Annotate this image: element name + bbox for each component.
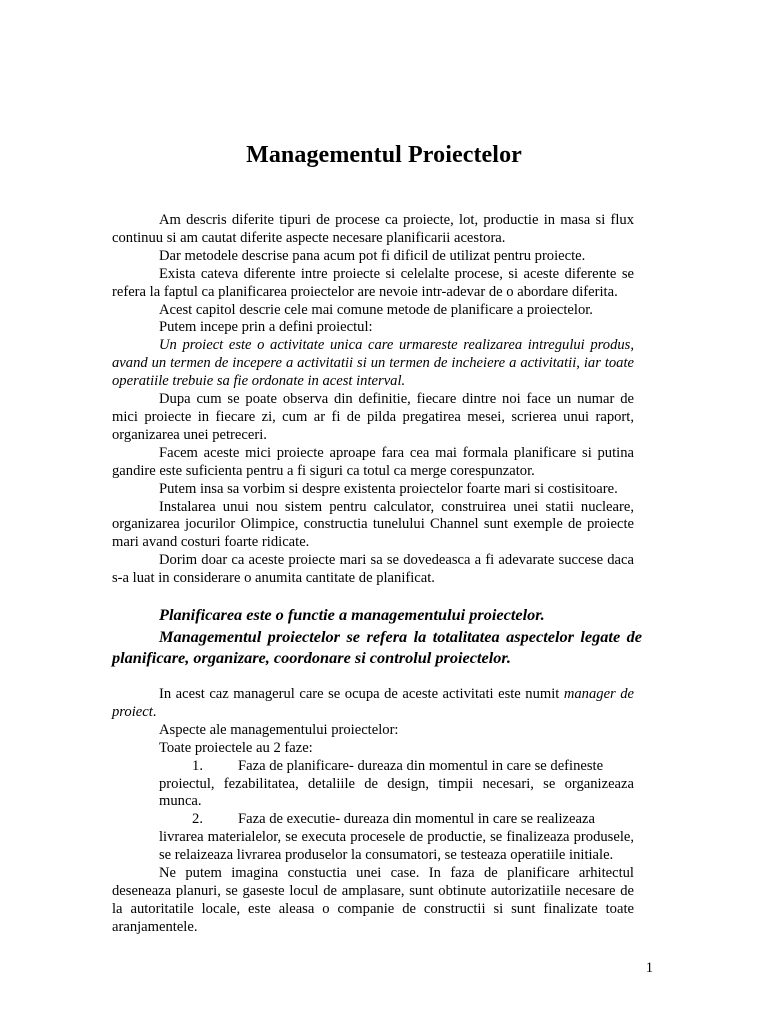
- highlight-line: Managementul proiectelor se refera la totalitatea aspectelor legate de planificare, organizare, coordonare si controlul proiectelor.: [112, 626, 642, 667]
- paragraph-text: In acest caz managerul care se ocupa de aceste activitati este numit: [159, 686, 564, 702]
- highlight-block: [112, 604, 642, 669]
- list-number: 1.: [192, 757, 203, 774]
- paragraph: Facem aceste mici proiecte aproape fara cea mai formala planificare si putina gandire este suficienta pentru a fi siguri ca totul ca merge corespunzator.: [112, 444, 634, 479]
- highlight-line: Planificarea este o functie a managementului proiectelor.: [159, 605, 545, 624]
- page-number: 1: [645, 960, 653, 976]
- paragraph: Aspecte ale managementului proiectelor:: [159, 721, 399, 738]
- paragraph: [112, 686, 634, 722]
- paragraph: Toate proiectele au 2 faze:: [159, 739, 313, 756]
- list-item-text: proiectul, fezabilitatea, detaliile de design, timpii necesari, se organizeaza munca.: [159, 775, 634, 810]
- project-definition: Un proiect este o activitate unica care urmareste realizarea intregului produs, avand un termen de incepere a activitatii si un termen de incheiere a activitatii, iar toate operatiile trebuie sa fie ordonate in acest interval.: [112, 337, 634, 390]
- list-number: 2.: [192, 811, 203, 828]
- list-item-text: Faza de executie- dureaza din momentul in care se realizeaza: [238, 811, 595, 828]
- paragraph: Instalarea unui nou sistem pentru calculator, construirea unei statii nucleare, organizarea jocurilor Olimpice, constructia tunelului Channel sunt exemple de proiecte mari avand costuri foarte ridicate.: [112, 498, 634, 551]
- paragraph: Dar metodele descrise pana acum pot fi dificil de utilizat pentru proiecte.: [159, 247, 586, 264]
- page-title: Managementul Proiectelor: [246, 142, 522, 168]
- list-item: [112, 811, 634, 865]
- list-item-text: Faza de planificare- dureaza din momentul in care se defineste: [238, 757, 604, 774]
- paragraph-text: .: [152, 703, 157, 720]
- list-item-text: livrarea materialelor, se executa procesele de productie, se finalizeaza produsele, se relaizeaza livrarea produselor la consumatori, se testeaza operatiile initiale.: [159, 829, 634, 864]
- paragraph: Exista cateva diferente intre proiecte si celelalte procese, si aceste diferente se refera la faptul ca planificarea proiectelor are nevoie intr-adevar de o abordare diferita.: [112, 265, 634, 300]
- intro-section: [112, 212, 634, 588]
- phases-section: [112, 686, 634, 937]
- paragraph: Dorim doar ca aceste proiecte mari sa se dovedeasca a fi adevarate succese daca s-a luat in considerare o anumita cantitate de planificat.: [112, 552, 634, 587]
- paragraph: Acest capitol descrie cele mai comune metode de planificare a proiectelor.: [159, 301, 593, 318]
- manager-term: manager de proiect: [112, 686, 634, 720]
- paragraph: Dupa cum se poate observa din definitie, fiecare dintre noi face un numar de mici proiecte in fiecare zi, cum ar fi de pilda pregatirea mesei, scrierea unui raport, organizarea unei petreceri.: [112, 391, 634, 443]
- paragraph: Ne putem imagina constuctia unei case. In faza de planificare arhitectul deseneaza planuri, se gaseste locul de amplasare, sunt obtinute autorizatiile necesare de la autoritatile locale, este aleasa o companie de constructii si sunt finalizate toate aranjamentele.: [112, 865, 634, 935]
- paragraph: Putem incepe prin a defini proiectul:: [159, 319, 373, 336]
- paragraph: Putem insa sa vorbim si despre existenta proiectelor foarte mari si costisitoare.: [159, 480, 618, 497]
- list-item: [112, 758, 634, 812]
- paragraph: Am descris diferite tipuri de procese ca proiecte, lot, productie in masa si flux continuu si am cautat diferite aspecte necesare planificarii acestora.: [112, 212, 634, 246]
